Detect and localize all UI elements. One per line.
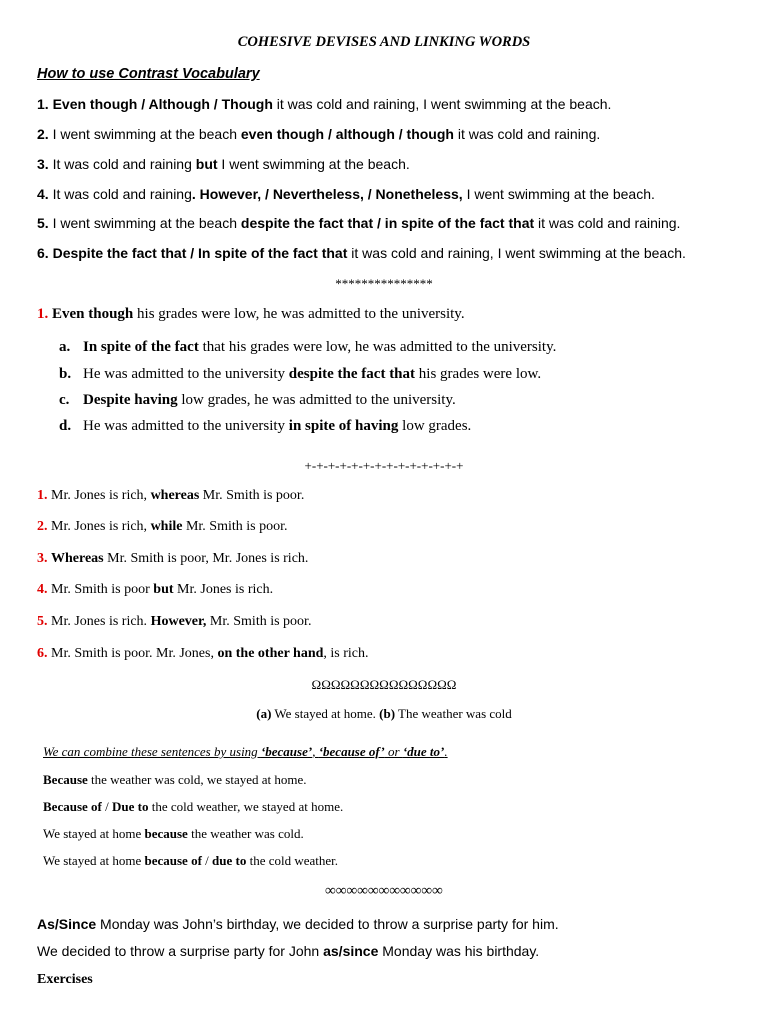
text-run: It was cold and raining [48, 186, 192, 202]
bold-run: as/since [323, 943, 379, 959]
text-run: Monday was John’s birthday, we decided to throw a surprise party for him. [96, 916, 559, 932]
text-run: it was cold and raining, I went swimming at the beach. [347, 245, 686, 261]
because-example [43, 826, 304, 842]
rich-text [48, 519, 288, 534]
contrast-example [37, 245, 686, 261]
text-run: Mr. Jones is rich, [47, 488, 151, 503]
rich-text [49, 245, 686, 261]
text-run: that his grades were low, he was admitted to the university. [198, 339, 557, 355]
bold-run: because [144, 826, 188, 841]
rich-text [53, 96, 612, 112]
because-example [43, 853, 338, 869]
text-run: his grades were low. [415, 366, 542, 382]
item-number: 1. [37, 488, 48, 503]
contrast-example [37, 126, 600, 142]
text-run: Mr. Smith is poor. [199, 488, 305, 503]
rich-text [43, 772, 307, 787]
text-run: I went swimming at the beach. [462, 186, 655, 202]
variant-item [59, 339, 556, 356]
page-title: COHESIVE DEVISES AND LINKING WORDS [237, 34, 531, 50]
rich-text [48, 582, 274, 597]
bold-run: ‘because’ [260, 744, 313, 759]
text-run: it was cold and raining, I went swimming at the beach. [272, 96, 612, 112]
text-run: Mr. Smith is poor. Mr. Jones, [47, 646, 218, 661]
rich-text [48, 646, 369, 661]
text-run: The weather was cold [395, 706, 512, 721]
text-run: Mr. Jones is rich, [47, 519, 151, 534]
rich-text [83, 339, 556, 355]
because-note [43, 744, 448, 760]
rich-text [37, 943, 539, 959]
variant-label: d. [59, 418, 72, 434]
text-run: it was cold and raining. [534, 215, 681, 231]
text-run: or [384, 744, 403, 759]
text-run: Mr. Smith is poor. [206, 614, 312, 629]
contrast-heading: How to use Contrast Vocabulary [37, 66, 260, 82]
bold-run: Despite having [83, 392, 178, 408]
item-number: 6. [37, 646, 48, 661]
rich-text [48, 306, 464, 322]
bold-run: (a) [256, 706, 272, 721]
bold-run: Despite the fact that / In spite of the fact that [48, 245, 348, 261]
contrast-example [37, 156, 410, 172]
text-run: his grades were low, he was admitted to the university. [133, 306, 465, 322]
rich-text [48, 488, 305, 503]
rich-text [43, 826, 304, 841]
text-run: Mr. Smith is poor. [182, 519, 288, 534]
item-number: 3. [37, 551, 48, 566]
text-run: We stayed at home [43, 853, 145, 868]
bold-run: (b) [379, 706, 396, 721]
text-run: the weather was cold. [187, 826, 304, 841]
rich-text [43, 744, 448, 759]
item-number: 2. [37, 126, 49, 142]
variant-item [59, 418, 471, 435]
bold-run: but [153, 582, 174, 597]
bold-run: because of [144, 853, 202, 868]
text-run: / [201, 853, 213, 868]
separator-infinity: ∞∞∞∞∞∞∞∞∞∞∞ [325, 883, 443, 899]
bold-run: Due to [111, 799, 149, 814]
contrast-example [37, 186, 655, 202]
bold-run: due to [212, 853, 247, 868]
text-run: Monday was his birthday. [378, 943, 540, 959]
contrast-pair-example [37, 582, 273, 598]
rich-text [83, 392, 456, 408]
even-though-example [37, 306, 465, 323]
bold-run: while [150, 519, 183, 534]
text-run: He was admitted to the university [83, 418, 289, 434]
rich-text [49, 156, 410, 172]
because-example [43, 799, 343, 815]
contrast-example [37, 215, 680, 231]
item-number: 6. [37, 245, 49, 261]
variant-label: a. [59, 339, 71, 355]
text-run: We decided to throw a surprise party for John [37, 943, 324, 959]
item-number: 4. [37, 186, 49, 202]
text-run: the weather was cold, we stayed at home. [87, 772, 307, 787]
text-run: / [101, 799, 112, 814]
bold-run: ‘due to’ [402, 744, 445, 759]
bold-run: . However, / Nevertheless, / Nonetheless, [191, 186, 463, 202]
text-run: It was cold and raining [48, 156, 196, 172]
text-run: . [444, 744, 448, 759]
text-run: Mr. Jones is rich. [47, 614, 151, 629]
because-prompt [0, 706, 768, 722]
bold-run: In spite of the fact [83, 339, 199, 355]
separator-omega: ΩΩΩΩΩΩΩΩΩΩΩΩΩΩΩ [311, 677, 457, 692]
item-number: 5. [37, 614, 48, 629]
variant-label: b. [59, 366, 72, 382]
text-run: Mr. Jones is rich. [173, 582, 274, 597]
rich-text [49, 186, 655, 202]
rich-text [256, 706, 512, 721]
contrast-example [37, 96, 611, 112]
bold-run: despite the fact that [288, 366, 416, 382]
variant-item [59, 392, 456, 409]
rich-text [49, 126, 601, 142]
contrast-pair-example [37, 488, 304, 504]
separator-stars: *************** [335, 276, 433, 291]
text-run: We stayed at home. [271, 706, 380, 721]
bold-run: However, [150, 614, 207, 629]
text-run: I went swimming at the beach. [217, 156, 410, 172]
rich-text [49, 215, 681, 231]
text-run: low grades, he was admitted to the university. [177, 392, 456, 408]
text-run: We can combine these sentences by using [43, 744, 261, 759]
bold-run: on the other hand [217, 646, 324, 661]
text-run: the cold weather, we stayed at home. [148, 799, 344, 814]
text-run: He was admitted to the university [83, 366, 289, 382]
bold-run: even though / although / though [240, 126, 454, 142]
rich-text [48, 614, 312, 629]
since-example [37, 916, 559, 932]
item-number: 1. [37, 306, 49, 322]
text-run: Mr. Smith is poor, Mr. Jones is rich. [103, 551, 309, 566]
bold-run: Because [43, 772, 88, 787]
item-number: 4. [37, 582, 48, 597]
rich-text [48, 551, 309, 566]
because-example [43, 772, 307, 788]
text-run: I went swimming at the beach [48, 215, 241, 231]
text-run: , is rich. [323, 646, 369, 661]
exercises-heading: Exercises [37, 972, 93, 987]
bold-run: despite the fact that / in spite of the fact that [240, 215, 535, 231]
text-run: it was cold and raining. [453, 126, 601, 142]
item-number: 1. [37, 96, 49, 112]
text-run: , [312, 744, 319, 759]
contrast-pair-example [37, 519, 287, 535]
contrast-pair-example [37, 614, 311, 630]
rich-text [43, 799, 343, 814]
bold-run: Even though / Although / Though [52, 96, 273, 112]
bold-run: ‘because of’ [318, 744, 385, 759]
rich-text [43, 853, 338, 868]
text-run: We stayed at home [43, 826, 145, 841]
bold-run: in spite of having [288, 418, 399, 434]
text-run: I went swimming at the beach [48, 126, 241, 142]
bold-run: but [195, 156, 218, 172]
bold-run: Because of [43, 799, 102, 814]
contrast-pair-example [37, 646, 369, 662]
bold-run: Even though [52, 306, 134, 322]
rich-text [83, 418, 471, 434]
contrast-pair-example [37, 551, 308, 567]
since-example [37, 943, 539, 959]
bold-run: whereas [150, 488, 200, 503]
variant-item [59, 366, 541, 383]
bold-run: As/Since [37, 916, 97, 932]
rich-text [37, 916, 559, 932]
separator-plus: +-+-+-+-+-+-+-+-+-+-+-+-+-+ [304, 458, 464, 473]
bold-run: Whereas [51, 551, 104, 566]
text-run: the cold weather. [246, 853, 339, 868]
item-number: 5. [37, 215, 49, 231]
variant-label: c. [59, 392, 70, 408]
text-run: low grades. [398, 418, 472, 434]
rich-text [83, 366, 541, 382]
text-run: Mr. Smith is poor [47, 582, 154, 597]
item-number: 3. [37, 156, 49, 172]
item-number: 2. [37, 519, 48, 534]
